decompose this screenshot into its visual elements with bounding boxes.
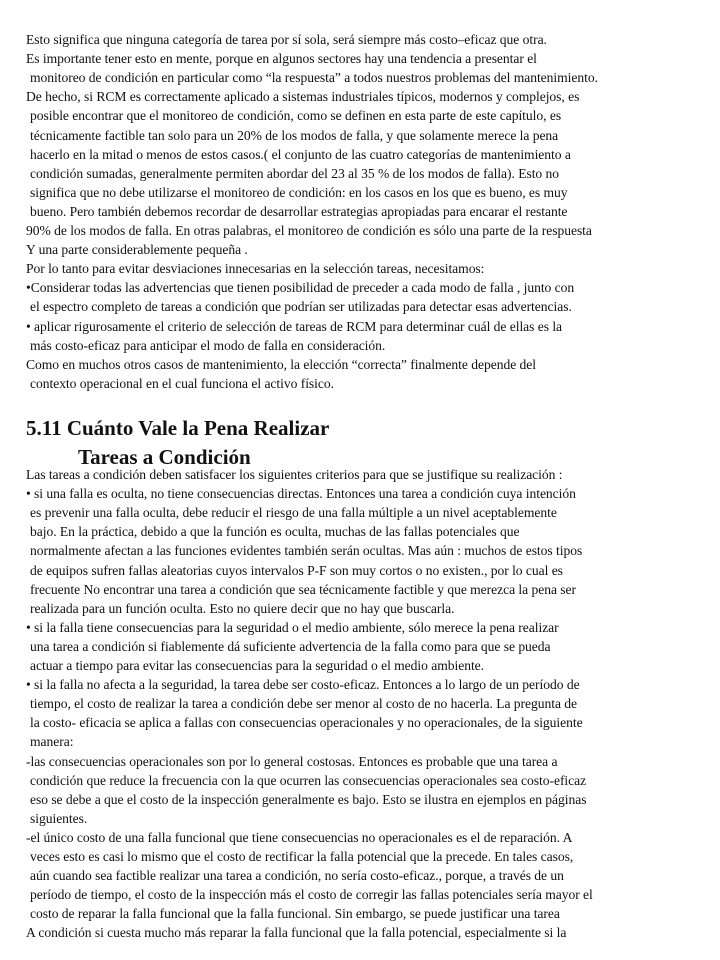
text-line: significa que no debe utilizarse el monitoreo de condición: en los casos en los que es bueno, es muy	[30, 184, 568, 200]
text-line: tiempo, el costo de realizar la tarea a condición debe ser menor al costo de no hacerla. La pregunta de	[30, 696, 578, 712]
text-line: Y una parte considerablemente pequeña .	[26, 242, 248, 258]
text-line: frecuente No encontrar una tarea a condición que sea técnicamente factible y que merezca la pena ser	[30, 581, 576, 597]
text-line: es prevenir una falla oculta, debe reducir el riesgo de una falla múltiple a un nivel aceptablemente	[30, 505, 557, 521]
text-line: 90% de los modos de falla. En otras palabras, el monitoreo de condición es sólo una parte de la respuesta	[26, 223, 592, 238]
text-line: una tarea a condición si fiablemente dá suficiente advertencia de la falla como para que se pueda	[30, 638, 551, 654]
section-heading-line-1: 5.11 Cuánto Vale la Pena Realizar	[26, 416, 330, 440]
text-line: Las tareas a condición deben satisfacer los siguientes criterios para que se justifique su realización :	[26, 467, 563, 482]
text-line: A condición si cuesta mucho más reparar la falla funcional que la falla potencial, especialmente si la	[26, 925, 567, 941]
text-line: normalmente afectan a las funciones evidentes también serán ocultas. Mas aún : muchos de estos tipos	[30, 543, 583, 559]
text-line: condición sumadas, generalmente permiten abordar del 23 al 35 % de los modos de falla). Esto no	[30, 165, 560, 181]
text-line: eso se debe a que el costo de la inspección generalmente es bajo. Esto se ilustra en ejemplos en páginas	[30, 791, 587, 807]
text-line: la costo- eficacia se aplica a fallas con consecuencias operacionales y no operacionales, de la siguiente	[30, 715, 583, 731]
text-line: más costo-eficaz para anticipar el modo de falla en consideración.	[30, 337, 386, 353]
text-line: •Considerar todas las advertencias que tienen posibilidad de preceder a cada modo de falla , junto con	[26, 280, 575, 296]
text-line: • si la falla tiene consecuencias para la seguridad o el medio ambiente, sólo merece la pena realizar	[26, 619, 559, 635]
text-line: Es importante tener esto en mente, porque en algunos sectores hay una tendencia a presentar el	[26, 51, 537, 67]
text-line: período de tiempo, el costo de la inspección más el costo de corregir las fallas potenciales sería mayor el	[30, 887, 593, 903]
text-line: Esto significa que ninguna categoría de tarea por sí sola, será siempre más costo–eficaz que otra.	[26, 32, 547, 47]
text-line: De hecho, si RCM es correctamente aplicado a sistemas industriales típicos, modernos y complejos, es	[26, 89, 580, 105]
text-line: -el único costo de una falla funcional que tiene consecuencias no operacionales es el de reparación. A	[26, 829, 573, 845]
text-line: bajo. En la práctica, debido a que la función es oculta, muchas de las fallas potenciales que	[30, 524, 520, 540]
text-line: actuar a tiempo para evitar las consecuencias para la seguridad o el medio ambiente.	[30, 658, 485, 673]
text-line: el espectro completo de tareas a condición que podrían ser utilizadas para detectar esas advertencias.	[30, 299, 572, 315]
text-line: veces esto es casi lo mismo que el costo de rectificar la falla potencial que la precede. En tales casos,	[30, 849, 574, 864]
text-line: costo de reparar la falla funcional que la falla funcional. Sin embargo, se puede justificar una tarea	[30, 906, 560, 922]
text-line: • aplicar rigurosamente el criterio de selección de tareas de RCM para determinar cuál de ellas es la	[26, 318, 563, 334]
text-line: posible encontrar que el monitoreo de condición, como se definen en esta parte de este capítulo, es	[30, 108, 562, 124]
text-line: realizada para un función oculta. Esto no quiere decir que no hay que buscarla.	[30, 600, 455, 616]
text-line: Por lo tanto para evitar desviaciones innecesarias en la selección tareas, necesitamos:	[26, 261, 485, 277]
text-line: contexto operacional en el cual funciona el activo físico.	[30, 375, 334, 391]
text-line: aún cuando sea factible realizar una tarea a condición, no sería costo-eficaz., porque, a través de un	[30, 868, 564, 884]
text-line: • si una falla es oculta, no tiene consecuencias directas. Entonces una tarea a condición cuya intención	[26, 486, 576, 502]
text-line: técnicamente factible tan solo para un 20% de los modos de falla, y que solamente merece la pena	[30, 127, 559, 143]
text-line: condición que reduce la frecuencia con la que ocurren las consecuencias operacionales sea costo-eficaz	[30, 772, 587, 788]
text-line: manera:	[30, 734, 74, 750]
text-line: bueno. Pero también debemos recordar de desarrollar estrategias apropiadas para encarar el restante	[30, 203, 568, 219]
text-line: Como en muchos otros casos de mantenimiento, la elección “correcta” finalmente depende del	[26, 356, 536, 372]
text-line: • si la falla no afecta a la seguridad, la tarea debe ser costo-eficaz. Entonces a lo largo de un período de	[26, 677, 580, 693]
text-line: -las consecuencias operacionales son por lo general costosas. Entonces es probable que una tarea a	[26, 753, 558, 769]
text-line: de equipos sufren fallas aleatorias cuyos intervalos P-F son muy cortos o no existen., por lo cual es	[30, 562, 563, 578]
text-line: monitoreo de condición en particular como “la respuesta” a todos nuestros problemas del mantenimiento.	[30, 70, 598, 86]
section-heading-line-2: Tareas a Condición	[78, 445, 251, 469]
text-line: hacerlo en la mitad o menos de estos casos.( el conjunto de las cuatro categorías de mantenimiento a	[30, 146, 571, 162]
text-line: siguientes.	[30, 810, 88, 826]
